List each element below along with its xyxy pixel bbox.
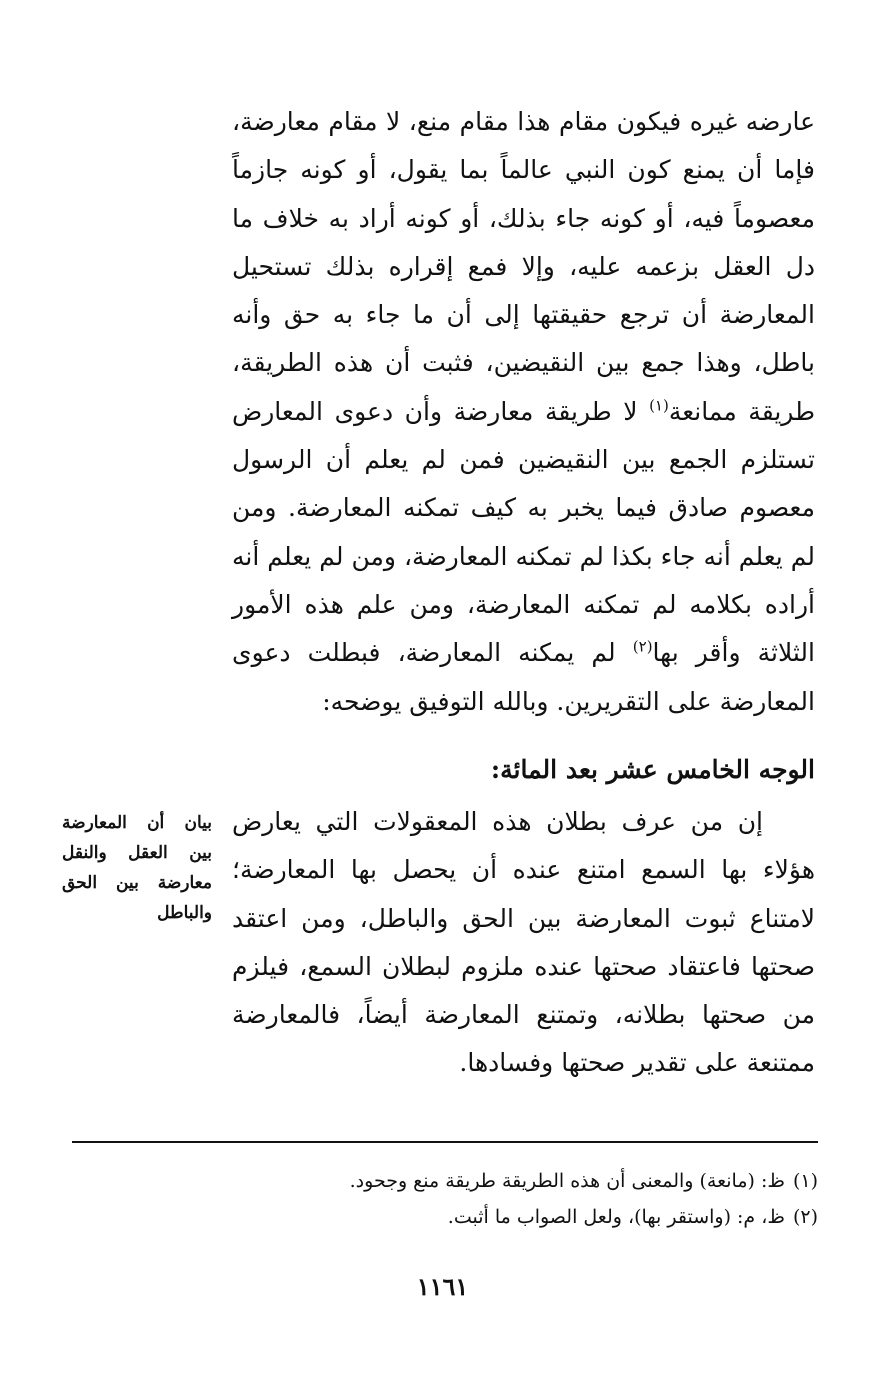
margin-note: بيان أن المعارضة بين العقل والنقل معارضة بين الحق والباطل [62, 813, 212, 923]
body-text-part-1: عارضه غيره فيكون مقام هذا مقام منع، لا مقام معارضة، فإما أن يمنع كون النبي عالماً بما يقول، أو كونه جازماً معصوماً فيه، أو كونه جاء بذلك، أو كونه أراد به خلاف ما دل العقل بزعمه عليه، وإلا فمع إقراره بذلك تستحيل المعارضة أن ترجع حقيقتها إلى أن ما جاء به حق وأنه باطل، وهذا جمع بين النقيضين، فثبت أن هذه الطريقة، طريقة ممانعة [232, 107, 815, 426]
footnote-number: (١) [792, 1170, 818, 1192]
footnote-1 [72, 1163, 818, 1199]
footnote-2 [72, 1199, 818, 1235]
footnote-number: (٢) [792, 1206, 818, 1228]
section-heading: الوجه الخامس عشر بعد المائة: [490, 755, 815, 784]
footnotes [72, 1163, 818, 1235]
body-paragraph-1 [232, 98, 815, 726]
body-paragraph-2: إن من عرف بطلان هذه المعقولات التي يعارض هؤلاء بها السمع امتنع عنده أن يحصل بها المعارضة؛ لامتناع ثبوت المعارضة بين الحق والباطل، ومن اعتقد صحتها فاعتقاد صحتها عنده ملزوم لبطلان السمع، فيلزم من صحتها بطلانه، وتمتنع المعارضة أيضاً، فالمعارضة ممتنعة على تقدير صحتها وفسادها. [232, 807, 815, 1078]
footnote-ref-1[interactable]: (١) [649, 396, 669, 415]
footnote-text: ظ، م: (واستقر بها)، ولعل الصواب ما أثبت. [447, 1206, 785, 1228]
footnote-divider [72, 1141, 818, 1143]
body-text-part-2: لا طريقة معارضة وأن دعوى المعارض تستلزم الجمع بين النقيضين فمن لم يعلم أن الرسول معصوم صادق فيما يخبر به كيف تمكنه المعارضة. ومن لم يعلم أنه جاء بكذا لم تمكنه المعارضة، ومن لم يعلم أنه أراده بكلامه لم تمكنه المعارضة، ومن علم هذه الأمور الثلاثة وأقر بها [232, 396, 815, 668]
footnote-ref-2[interactable]: (٢) [632, 637, 653, 656]
body-text-part-3: لم يمكنه المعارضة، فبطلت دعوى المعارضة على التقريرين. وبالله التوفيق يوضحه: [232, 638, 815, 716]
page-number: ١١٦١ [416, 1272, 469, 1301]
footnote-text: ظ: (مانعة) والمعنى أن هذه الطريقة طريقة منع وجحود. [349, 1170, 785, 1192]
